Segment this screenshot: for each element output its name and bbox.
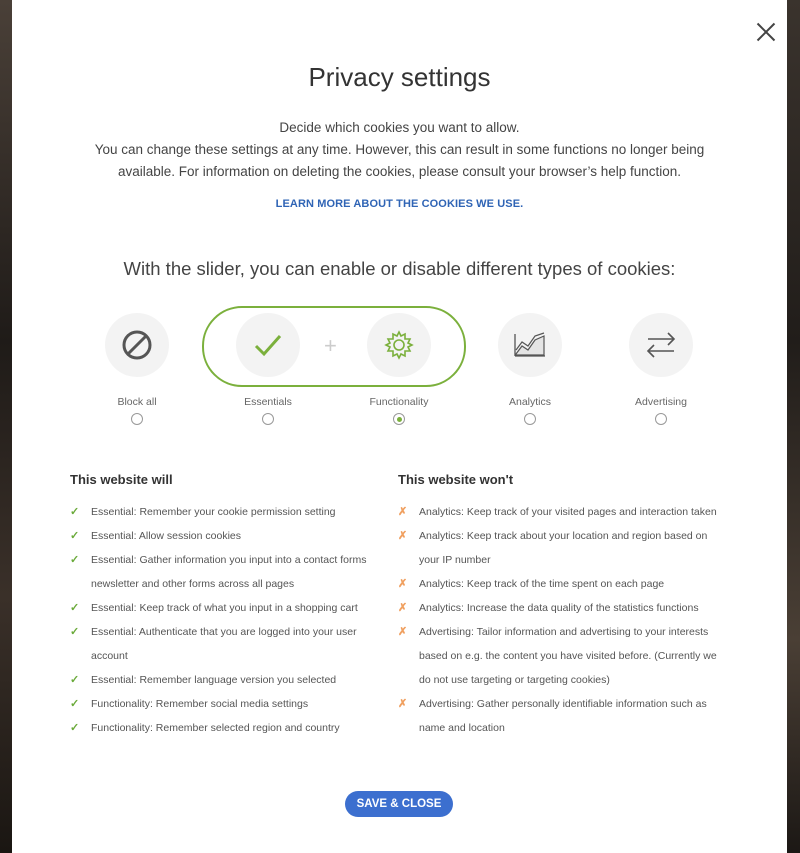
check-icon: ✓ (70, 698, 80, 710)
list-item: ✗ Advertising: Tailor information and advertising to your interests based on e.g. the content you have visited before. (Currently we do not use targeting or targeting cookies) (398, 620, 728, 692)
page-backdrop-left (0, 0, 12, 853)
cross-icon: ✗ (398, 530, 408, 542)
list-item: ✓ Essential: Remember language version you selected (70, 668, 390, 692)
block-icon (120, 328, 154, 362)
intro-line: You can change these settings at any time. However, this can result in some functions no longer being (94, 142, 705, 157)
list-item: ✓ Essential: Gather information you input into a contact forms newsletter and other forms across all pages (70, 548, 390, 596)
slider-option-essentials[interactable] (236, 313, 300, 377)
cross-icon: ✗ (398, 626, 408, 638)
check-icon: ✓ (70, 506, 80, 518)
list-item: ✗ Analytics: Keep track about your location and region based on your IP number (398, 524, 728, 572)
slider-option-functionality[interactable] (367, 313, 431, 377)
slider-label-functionality: Functionality (369, 396, 429, 408)
radio-functionality[interactable] (393, 413, 405, 425)
radio-essentials[interactable] (262, 413, 274, 425)
checkmark-icon (253, 332, 283, 358)
list-item: ✗ Analytics: Keep track of your visited pages and interaction taken (398, 500, 728, 524)
cross-icon: ✗ (398, 602, 408, 614)
list-item: ✓ Functionality: Remember social media settings (70, 692, 390, 716)
learn-more-link[interactable]: LEARN MORE ABOUT THE COOKIES WE USE. (275, 198, 524, 210)
will-heading: This website will (70, 472, 173, 487)
cross-icon: ✗ (398, 506, 408, 518)
save-close-button[interactable]: SAVE & CLOSE (345, 791, 453, 817)
slider-option-advertising[interactable] (629, 313, 693, 377)
radio-analytics[interactable] (524, 413, 536, 425)
slider-label-block-all: Block all (117, 396, 157, 408)
will-list (70, 500, 390, 740)
check-icon: ✓ (70, 602, 80, 614)
check-icon: ✓ (70, 626, 80, 638)
slider-heading: With the slider, you can enable or disable different types of cookies: (123, 258, 676, 279)
list-item: ✓ Essential: Keep track of what you input in a shopping cart (70, 596, 390, 620)
list-item: ✗ Analytics: Increase the data quality of the statistics functions (398, 596, 728, 620)
list-item: ✓ Essential: Authenticate that you are logged into your user account (70, 620, 390, 668)
intro-line: available. For information on deleting the cookies, please consult your browser’s help function. (117, 164, 682, 179)
wont-list (398, 500, 728, 740)
slider-option-block-all[interactable] (105, 313, 169, 377)
cross-icon: ✗ (398, 578, 408, 590)
list-item: ✗ Analytics: Keep track of the time spent on each page (398, 572, 728, 596)
plus-icon: + (324, 333, 337, 358)
slider-label-essentials: Essentials (244, 396, 292, 408)
list-item: ✓ Essential: Allow session cookies (70, 524, 390, 548)
chart-icon (512, 330, 548, 360)
check-icon: ✓ (70, 554, 80, 566)
slider-option-analytics[interactable] (498, 313, 562, 377)
intro-line: Decide which cookies you want to allow. (279, 120, 520, 135)
slider-label-advertising: Advertising (635, 396, 687, 408)
radio-block-all[interactable] (131, 413, 143, 425)
dialog-title: Privacy settings (308, 62, 491, 92)
gear-icon (383, 329, 415, 361)
list-item: ✗ Advertising: Gather personally identifiable information such as name and location (398, 692, 728, 740)
check-icon: ✓ (70, 530, 80, 542)
transfer-arrows-icon (644, 330, 678, 360)
check-icon: ✓ (70, 674, 80, 686)
intro-text (82, 117, 717, 183)
check-icon: ✓ (70, 722, 80, 734)
list-item: ✓ Functionality: Remember selected region and country (70, 716, 390, 740)
page-backdrop-right (787, 0, 800, 853)
radio-advertising[interactable] (655, 413, 667, 425)
slider-label-analytics: Analytics (508, 396, 551, 408)
close-icon[interactable] (754, 20, 778, 44)
list-item: ✓ Essential: Remember your cookie permission setting (70, 500, 390, 524)
cross-icon: ✗ (398, 698, 408, 710)
wont-heading: This website won't (398, 472, 514, 487)
privacy-settings-dialog (12, 0, 787, 853)
